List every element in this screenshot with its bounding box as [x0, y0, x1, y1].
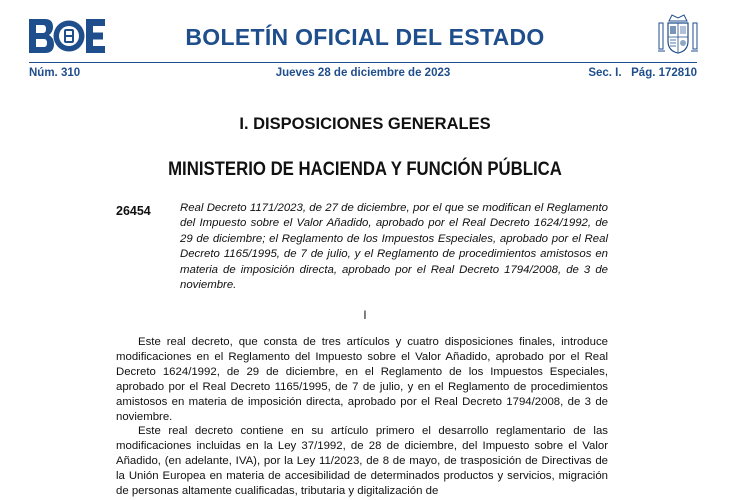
- coat-of-arms-icon: [657, 13, 699, 57]
- paragraph: Este real decreto contiene en su artículo primero el desarrollo reglamentario de las modificaciones incluidas en la Ley 37/1992, de 28 de diciembre, del Impuesto sobre el Valor Añadido, (en adelante, IVA), por la Ley 11/2023, de 8 de mayo, de trasposición de Directivas de la Unión Europea en materia de accesibilidad de determinados productos y servicios, migración de personas altamente cualificadas, tributaria y digitalización de: [116, 425, 608, 498]
- body-text: [116, 335, 608, 499]
- page-header: [0, 0, 730, 90]
- roman-heading: I: [363, 310, 367, 322]
- publication-title: BOLETÍN OFICIAL DEL ESTADO: [185, 24, 545, 50]
- paragraph: Este real decreto, que consta de tres artículos y cuatro disposiciones finales, introduce modificaciones en el Reglamento del Impuesto sobre el Valor Añadido, aprobado por el Real Decreto 1624/1992, de 29 de diciembre, en el Reglamento de los Impuestos Especiales, aprobado por el Real Decreto 1165/1995, de 7 de julio, y en el Reglamento de procedimientos amistosos en materia de imposición directa, aprobado por el Real Decreto 1794/2008, de 3 de noviembre.: [116, 336, 608, 423]
- disposition-number: 26454: [116, 204, 151, 218]
- header-meta: [29, 67, 697, 83]
- section-title: I. DISPOSICIONES GENERALES: [239, 115, 491, 133]
- section-page: Sec. I. Pág. 172810: [588, 67, 697, 79]
- issue-date: Jueves 28 de diciembre de 2023: [275, 67, 451, 79]
- issue-number: Núm. 310: [29, 67, 81, 79]
- disposition-title: Real Decreto 1171/2023, de 27 de diciembre, por el que se modifican el Reglamento del Impuesto sobre el Valor Añadido, aprobado por el Real Decreto 1624/1992, de 29 de diciembre; el Reglamento de los Impuestos Especiales, aprobado por el Real Decreto 1165/1995, de 7 de julio, y el Reglamento de procedimientos amistosos en materia de imposición directa, aprobado por el Real Decreto 1794/2008, de 3 de noviembre.: [180, 202, 608, 292]
- header-divider: [29, 62, 697, 63]
- ministry-heading: MINISTERIO DE HACIENDA Y FUNCIÓN PÚBLICA: [168, 158, 562, 180]
